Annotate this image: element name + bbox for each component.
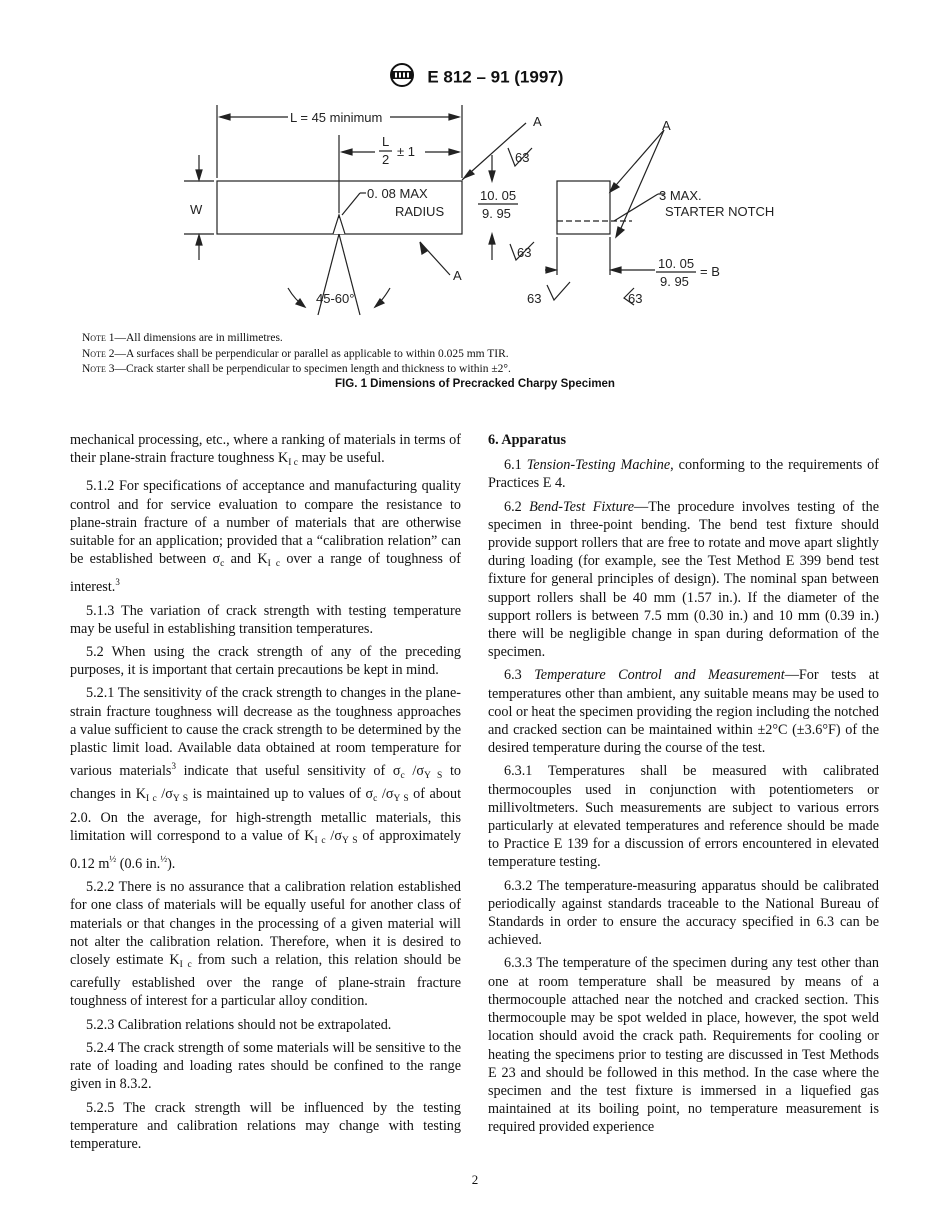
paragraph-6-3-2: 6.3.2 The temperature-measuring apparatus should be calibrated periodically against standards traceable to the National Bureau of Standards in order to ensure the accuracy specified in 6.3 can be achieved. xyxy=(488,877,879,949)
paragraph-6-1: 6.1 Tension-Testing Machine, conforming to the requirements of Practices E 4. xyxy=(488,457,879,492)
width-label: W xyxy=(190,202,203,217)
svg-text:RADIUS: RADIUS xyxy=(395,204,445,219)
svg-text:A: A xyxy=(533,114,542,129)
svg-text:3 MAX.: 3 MAX. xyxy=(659,188,702,203)
svg-text:9. 95: 9. 95 xyxy=(482,206,511,221)
svg-text:63: 63 xyxy=(517,245,532,260)
paragraph: mechanical processing, etc., where a ranking of materials in terms of their plane-strain fracture toughness $K_{I c}$ may be useful. xyxy=(70,432,461,469)
svg-text:63: 63 xyxy=(515,150,530,165)
svg-text:0. 08 MAX: 0. 08 MAX xyxy=(367,186,428,201)
paragraph-6-3-1: 6.3.1 Temperatures shall be measured with calibrated thermocouples used in conjunction with potentiometers or millivoltmeters. Such measurements are subject to various errors particularly at elevated temperatures and reference should be made to Practice E 139 for a discussion of errors encountered in elevated temperature testing. xyxy=(488,763,879,871)
note-1: Note 1—All dimensions are in millimetres. xyxy=(82,332,283,344)
paragraph-6-3: 6.3 Temperature Control and Measurement—For tests at temperatures other than ambient, any suitable means may be used to cool or heat the specimen providing the region including the notched and cracked section can be maintained within ±2°C (±3.6°F) of the desired temperature during the course of the test. xyxy=(488,667,880,757)
svg-text:STARTER NOTCH: STARTER NOTCH xyxy=(665,204,775,219)
paragraph-5-2-3: 5.2.3 Calibration relations should not be extrapolated. xyxy=(86,1016,392,1033)
standard-designation: E 812 – 91 (1997) xyxy=(427,67,564,87)
astm-logo-icon xyxy=(387,62,417,93)
paragraph-5-2-5: 5.2.5 The crack strength will be influenced by the testing temperature and calibration relations may change with testing temperature. xyxy=(70,1099,461,1152)
paragraph-5-1-2: 5.1.2 For specifications of acceptance and manufacturing quality control and for service evaluation to compare the resistance to plane-strain fracture of a number of materials that are otherwise suitable for an application; provided that a “calibration relation” can be established between $\sigma_c$ and $K_{I c}$ over a range of toughness of interest.$^3$ xyxy=(70,478,461,596)
paragraph-6-2: 6.2 Bend-Test Fixture—The procedure involves testing of the specimen in three-point bending. The bend test fixture should provide support rollers that are free to rotate and move apart slightly during loading (for example, see the Test Method E 399 bend test fixture for general principles of design). The nominal span between support rollers shall be 40 mm (1.57 in.). If the diameter of the support rollers is between 7.5 mm (0.30 in.) and 10 mm (0.39 in.) there will be negligible change in span during deformation of the specimen. xyxy=(488,498,879,661)
b-label: = B xyxy=(700,264,720,279)
right-column xyxy=(488,431,879,1142)
figure-caption: FIG. 1 Dimensions of Precracked Charpy Specimen xyxy=(335,378,615,390)
paragraph-5-2-2: 5.2.2 There is no assurance that a calibration relation established for one class of materials will be equally useful for another class of materials or that changes in the processing of a given material will not alter the calibration relation. Therefore, when it is desired to closely estimate $K_{I c}$ from such a relation, this relation should be carefully established over the range of plane-strain fracture toughness of interest for a particular alloy condition. xyxy=(70,879,461,1010)
paragraph-5-2-4: 5.2.4 The crack strength of some materials will be sensitive to the rate of loading and loading rates should be confined to the range given in 8.3.2. xyxy=(70,1039,461,1093)
svg-text:2: 2 xyxy=(382,152,390,167)
section-heading: 6. Apparatus xyxy=(488,432,567,448)
document-header xyxy=(0,62,950,93)
specimen-drawing xyxy=(170,100,790,325)
page-number: 2 xyxy=(471,1172,479,1187)
paragraph-5-2-1: 5.2.1 The sensitivity of the crack strength to changes in the plane-strain fracture toughness will decrease as the toughness approaches a value sufficient to cause the crack strength to be determined by the plastic limit load. Available data obtained at room temperature for various materials$^3$ indicate that useful sensitivity of $\sigma_c$ $/\sigma_{Y S}$ to changes in $K_{I c}$ $/\sigma_{Y S}$ is maintained up to values of $\sigma_c$ $/\sigma_{Y S}$ of about 2.0. On the average, for high-strength metallic materials, this limitation will correspond to a value of $K_{I c}$ $/\sigma_{Y S}$ of approximately 0.12 $m^{\frac{1}{2}}$ (0.6 in.$^{\frac{1}{2}}$). xyxy=(70,685,462,873)
svg-text:L: L xyxy=(382,134,390,149)
paragraph-5-1-3: 5.1.3 The variation of crack strength with testing temperature may be useful in establishing transition temperatures. xyxy=(70,602,461,637)
paragraph-6-3-3: 6.3.3 The temperature of the specimen during any test other than one at room temperature shall be measured by means of a thermocouple attached near the notched and cracked section. This thermocouple may be spot welded in place, however, the spot weld location should avoid the crack path. Requirements for cooling or heating the specimens prior to testing are discussed in Test Methods E 23 and should be followed in this method. In the case where the specimen and the test fixture is immersed in a liquefied gas maintained at its boiling point, no temperature measurement is required provided experience xyxy=(488,955,879,1136)
svg-text:9. 95: 9. 95 xyxy=(660,274,689,289)
svg-text:10. 05: 10. 05 xyxy=(658,256,695,271)
svg-text:A: A xyxy=(662,118,671,133)
svg-text:± 1: ± 1 xyxy=(397,144,415,159)
svg-text:63: 63 xyxy=(527,291,542,306)
angle-label: 45-60° xyxy=(316,291,355,306)
left-column xyxy=(70,431,461,1158)
svg-text:63: 63 xyxy=(628,291,643,306)
note-2: Note 2—A surfaces shall be perpendicular or parallel as applicable to within 0.025 mm TIR. xyxy=(82,347,509,360)
note-3: Note 3—Crack starter shall be perpendicular to specimen length and thickness to within ±2°. xyxy=(82,363,511,375)
svg-text:10. 05: 10. 05 xyxy=(480,188,517,203)
length-label: L = 45 minimum xyxy=(290,110,383,125)
paragraph-5-2: 5.2 When using the crack strength of any of the preceding purposes, it is important that certain precautions be kept in mind. xyxy=(70,644,461,679)
cross-section xyxy=(557,181,610,234)
svg-text:A: A xyxy=(453,268,462,283)
figure-notes xyxy=(82,331,882,378)
